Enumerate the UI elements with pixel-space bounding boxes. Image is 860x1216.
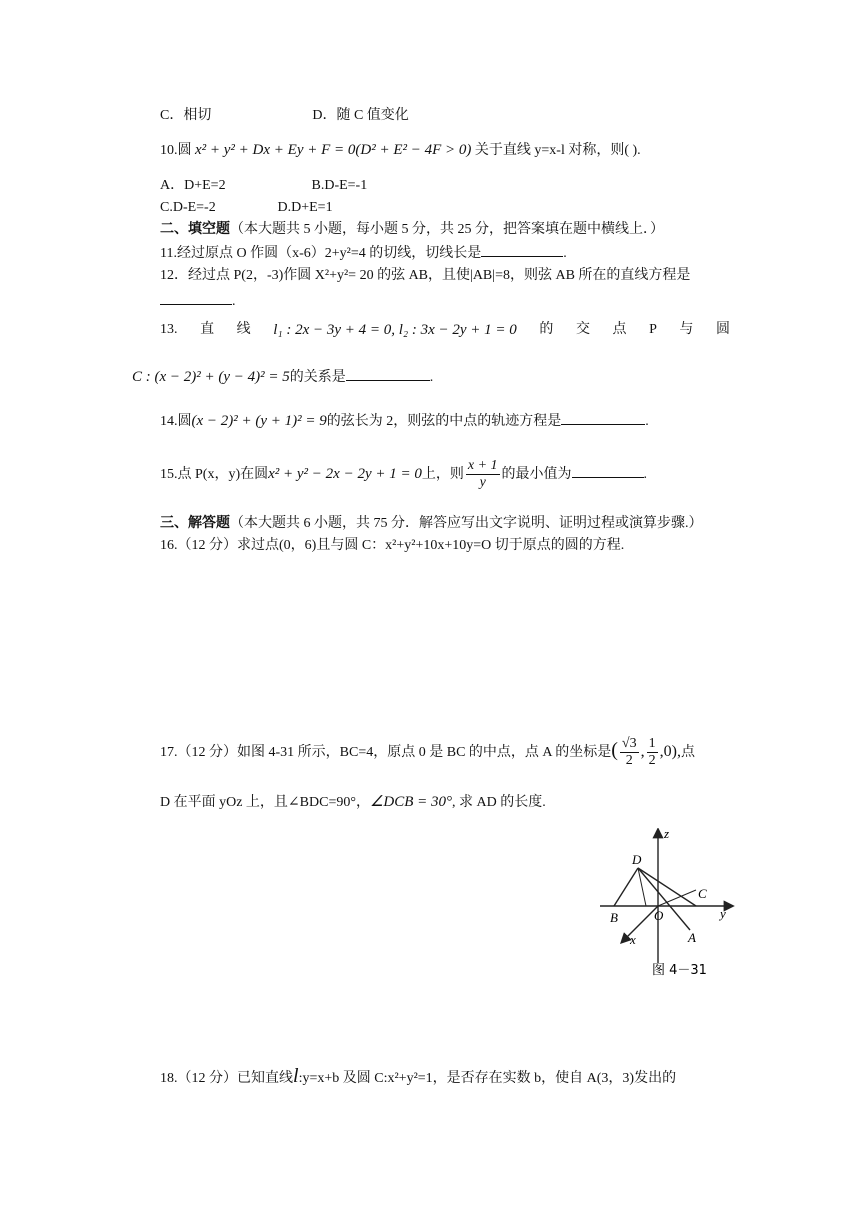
q17-line-2 xyxy=(160,792,546,813)
q15-end: . xyxy=(643,467,648,482)
q13-lines-equation: l₁ : 2x − 3y + 4 = 0, l₂ : 3x − 2y + 1 = 0 xyxy=(273,322,517,338)
q13-word: 点 xyxy=(612,322,627,337)
q13-circle-equation: C : (x − 2)² + (y − 4)² = 5 xyxy=(132,369,290,385)
q10-option-c: C.D-E=-2 xyxy=(160,200,216,215)
q14-answer-blank[interactable] xyxy=(561,410,645,425)
q15-text: 的最小值为 xyxy=(501,467,572,482)
question-14 xyxy=(160,410,649,432)
q17-fraction-2-numerator: 1 xyxy=(648,736,656,752)
section-2-heading xyxy=(160,220,664,240)
question-17: 17.（12 分）如图 4-31 所示，BC=4，原点 0 是 BC 的中点，点 A 的坐标是( $\frac{√3}{2}$ , $\frac{1}{2}$ ,0),点 xyxy=(160,736,695,769)
segment-da xyxy=(638,868,690,930)
q15-fraction xyxy=(466,458,500,491)
q15-equation: x² + y² − 2x − 2y + 1 = 0 xyxy=(268,466,422,482)
figure-4-31 xyxy=(600,828,760,993)
q10-suffix: 关于直线 y=x-l 对称，则( ). xyxy=(474,143,641,158)
q14-end: . xyxy=(645,414,649,429)
q15-fraction-denominator: y xyxy=(479,475,486,491)
section-3-heading xyxy=(160,514,703,534)
q17-line2-end: , 求 AD 的长度. xyxy=(452,795,546,810)
q12-answer-line xyxy=(160,290,236,312)
q10-prefix: 10.圆 xyxy=(160,143,192,158)
question-12 xyxy=(160,266,690,286)
q13-word: 直 xyxy=(200,322,215,337)
q11-text: 11.经过原点 O 作圆（x-6）2+y²=4 的切线，切线长是 xyxy=(160,246,482,261)
q13-word: 线 xyxy=(236,322,251,337)
q13-line2-text: 的关系是 xyxy=(289,370,346,385)
figure-caption: 图 4－31 xyxy=(652,963,707,978)
q17-text1: 17.（12 分）如图 4-31 所示，BC=4，原点 0 是 BC 的中点，点 A 的坐标是 xyxy=(160,745,612,760)
q17-coord-close: ,0), xyxy=(659,743,681,760)
q9-option-c: C．相切 xyxy=(160,108,212,123)
label-x: x xyxy=(630,932,636,947)
q13-word: 与 xyxy=(679,322,694,337)
q13-answer-blank[interactable] xyxy=(346,366,430,381)
q10-option-a: A．D+E=2 xyxy=(160,178,226,193)
q17-coord-open: ( xyxy=(611,739,618,761)
q15-mid: 上，则 xyxy=(421,467,464,482)
q14-equation: (x − 2)² + (y + 1)² = 9 xyxy=(191,413,327,429)
q18-prefix: 18.（12 分）已知直线 xyxy=(160,1071,293,1086)
label-o: O xyxy=(654,908,664,923)
segment-dc xyxy=(638,868,696,906)
label-a: A xyxy=(688,930,696,945)
question-16 xyxy=(160,536,624,556)
q10-options-row-1 xyxy=(160,176,367,196)
question-15 xyxy=(160,456,647,493)
q13-word: 圆 xyxy=(715,322,730,337)
q13-word: 的 xyxy=(539,322,554,337)
coordinate-diagram xyxy=(600,828,760,988)
question-10 xyxy=(160,140,641,161)
q11-end: . xyxy=(563,246,567,261)
question-18 xyxy=(160,1066,676,1089)
q17-angle: ∠DCB = 30° xyxy=(369,794,453,810)
q17-text2: 点 xyxy=(680,745,695,760)
question-11 xyxy=(160,242,567,264)
q11-answer-blank[interactable] xyxy=(481,242,563,257)
label-b: B xyxy=(610,910,618,925)
q13-line-2 xyxy=(132,366,433,388)
q14-text: 的弦长为 2，则弦的中点的轨迹方程是 xyxy=(326,414,562,429)
q10-options-row-2 xyxy=(160,198,333,218)
section-3-title: 三、解答题 xyxy=(160,516,230,531)
q17-fraction-1 xyxy=(620,736,639,769)
section-2-desc: （本大题共 5 小题，每小题 5 分，共 25 分，把答案填在题中横线上．） xyxy=(230,222,664,237)
label-c: C xyxy=(698,886,707,901)
q12-text: 12．经过点 P(2，-3)作圆 X²+y²= 20 的弦 AB，且使|AB|=8，则弦 AB 所在的直线方程是 xyxy=(160,268,691,283)
q13-num: 13. xyxy=(160,322,178,337)
q17-line2: D 在平面 yOz 上，且∠BDC=90°， xyxy=(160,795,370,810)
q17-fraction-1-numerator: √3 xyxy=(621,736,637,752)
q9-option-d: D．随 C 值变化 xyxy=(312,108,409,123)
q13-end: . xyxy=(429,370,434,385)
label-z: z xyxy=(664,828,670,841)
segment-bd xyxy=(614,868,638,906)
q9-option-row xyxy=(160,106,409,126)
x-axis xyxy=(622,906,658,942)
q17-fraction-1-denominator: 2 xyxy=(625,753,633,769)
q17-fraction-2-denominator: 2 xyxy=(648,753,656,769)
q15-answer-blank[interactable] xyxy=(572,463,644,478)
q17-fraction-2 xyxy=(647,736,658,769)
q13-word: P xyxy=(649,322,657,337)
q16-text: 16.（12 分）求过点(0，6)且与圆 C：x²+y²+10x+10y=O 切于原点的圆的方程. xyxy=(160,538,625,553)
q15-prefix: 15.点 P(x，y)在圆 xyxy=(160,467,269,482)
section-2-title: 二、填空题 xyxy=(160,222,230,237)
q10-option-b: B.D-E=-1 xyxy=(311,178,368,193)
label-d: D xyxy=(632,852,642,867)
q10-formula: x² + y² + Dx + Ey + F = 0(D² + E² − 4F > 0) xyxy=(195,142,472,158)
q12-answer-blank[interactable] xyxy=(160,290,232,305)
q14-prefix: 14.圆 xyxy=(160,414,192,429)
question-13 xyxy=(160,320,730,340)
q13-word: 交 xyxy=(575,322,590,337)
q12-end: . xyxy=(232,294,236,309)
q18-line-symbol: l xyxy=(293,1065,299,1087)
label-y: y xyxy=(720,906,726,921)
q18-text: :y=x+b 及圆 C:x²+y²=1，是否存在实数 b，使自 A(3，3)发出的 xyxy=(298,1071,677,1086)
q15-fraction-numerator: x + 1 xyxy=(467,458,498,474)
q10-option-d: D.D+E=1 xyxy=(277,200,333,215)
section-3-desc: （本大题共 6 小题，共 75 分．解答应写出文字说明、证明过程或演算步骤.） xyxy=(230,516,703,531)
